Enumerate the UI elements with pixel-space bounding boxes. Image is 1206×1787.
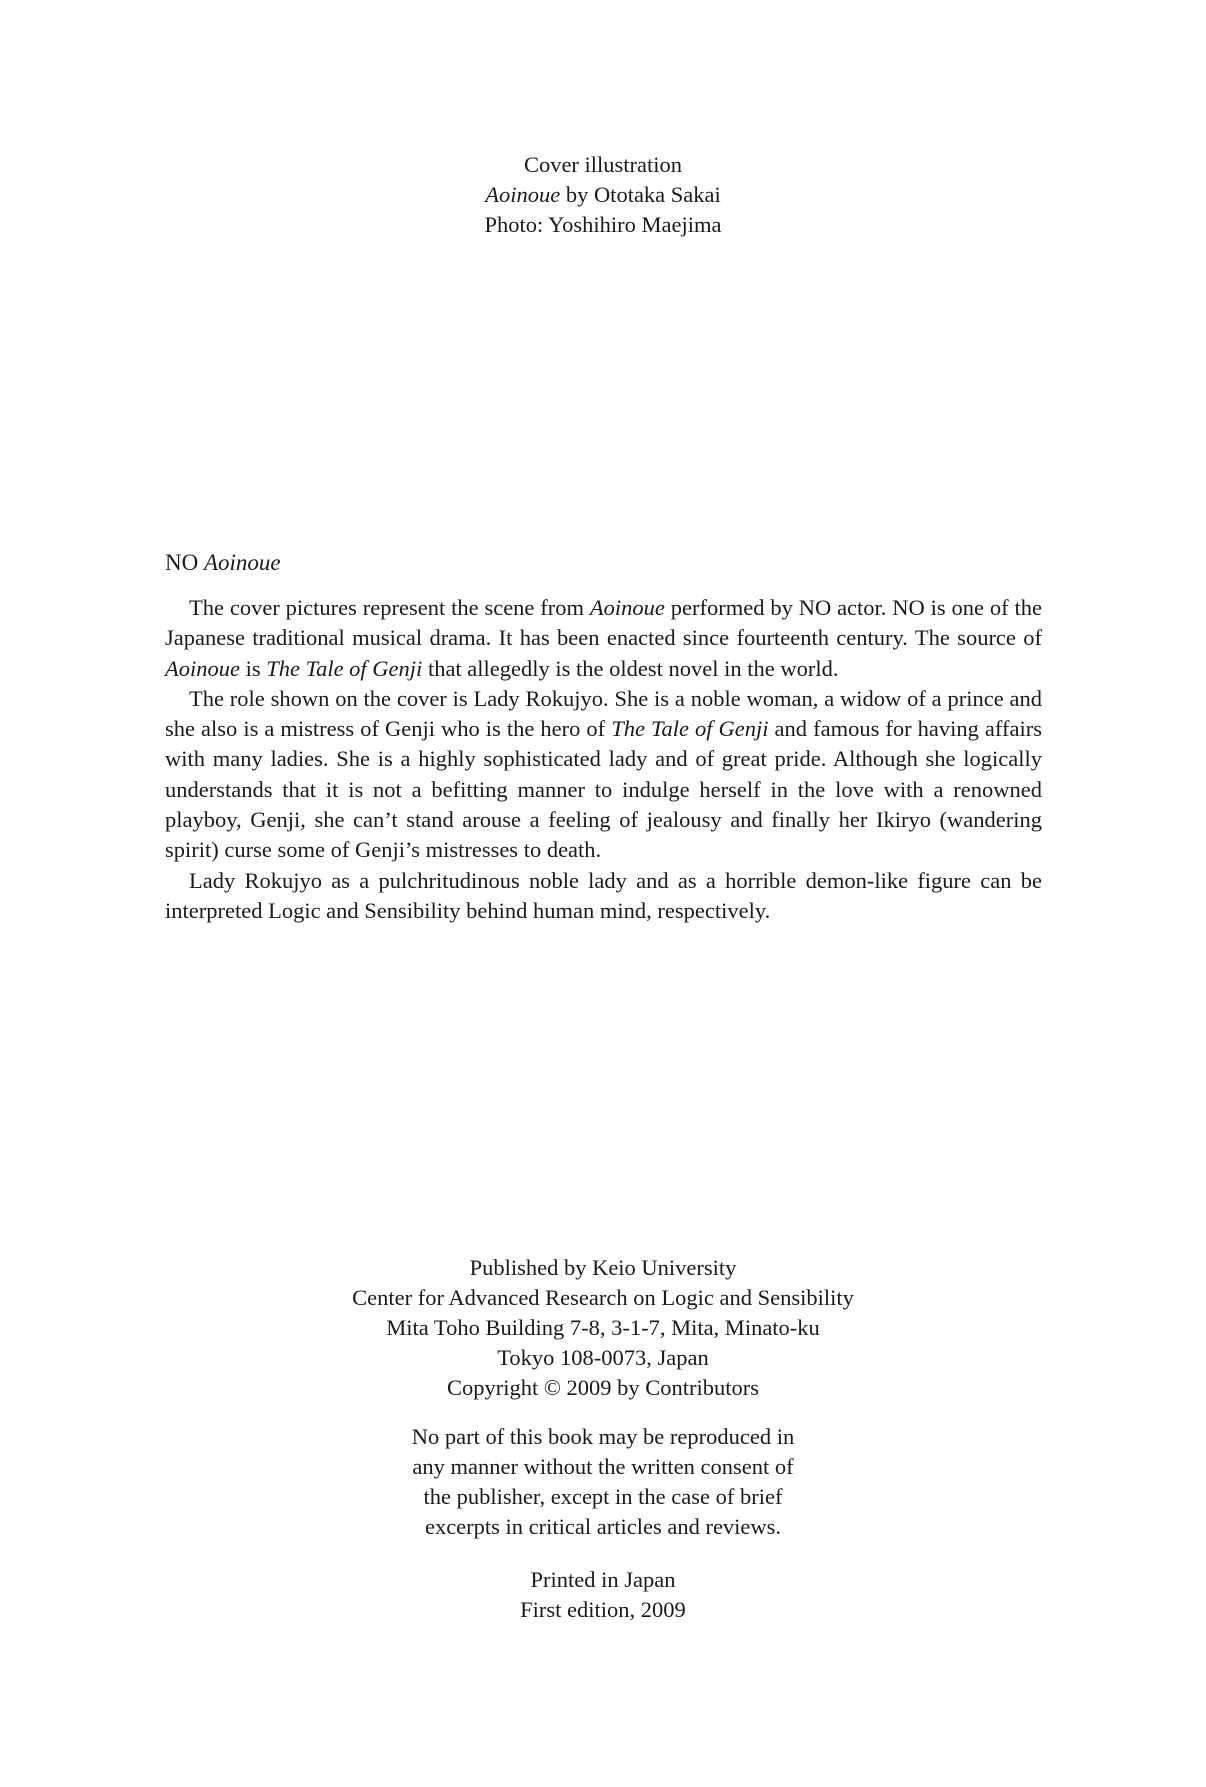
- printed-location: Printed in Japan: [530, 1567, 676, 1592]
- artwork-artist: by Ototaka Sakai: [560, 182, 721, 207]
- italic-title-run: The Tale of Genji: [611, 716, 769, 742]
- paragraph-3: [165, 866, 1042, 927]
- text-run: Lady Rokujyo as a pulchritudinous noble lady and as a horrible demon-like figure can be interpreted Logic and Sensibility behind human mind, respectively.: [165, 867, 1042, 923]
- cover-credits: [0, 150, 1206, 240]
- publisher-line: Published by Keio University: [469, 1255, 737, 1280]
- publisher-address: Mita Toho Building 7-8, 3-1-7, Mita, Minato-ku: [386, 1315, 820, 1340]
- printing-info: [0, 1565, 1206, 1625]
- text-run: The cover pictures represent the scene from: [189, 595, 590, 620]
- rights-line: the publisher, except in the case of brief: [423, 1484, 783, 1509]
- section-title-italic: Aoinoue: [203, 550, 281, 575]
- text-run: performed by NO actor. NO is one of the Japanese traditional musical drama. It has been enacted since fourteenth century. The source of: [165, 595, 1042, 651]
- italic-title-run: Aoinoue: [589, 595, 665, 620]
- rights-line: No part of this book may be reproduced in: [411, 1424, 795, 1449]
- copyright-line: Copyright © 2009 by Contributors: [446, 1375, 760, 1400]
- italic-title-run: Aoinoue: [165, 655, 240, 681]
- text-run: is: [239, 655, 267, 681]
- text-run: The role shown on the cover is Lady Rokujyo. She is a noble woman, a widow of a prince and she also is a mistress of Genji who is the hero of: [165, 685, 1042, 742]
- italic-title-run: The Tale of Genji: [266, 655, 423, 681]
- rights-notice: [0, 1422, 1206, 1542]
- rights-line: excerpts in critical articles and reviews.: [424, 1514, 782, 1539]
- publisher-center: Center for Advanced Research on Logic and Sensibility: [352, 1285, 854, 1310]
- edition-line: First edition, 2009: [520, 1597, 686, 1622]
- cover-artwork-credit: [0, 180, 1206, 210]
- no-aoinoue-section: [165, 548, 1042, 926]
- paragraph-1: [165, 593, 1042, 684]
- paragraph-2: [165, 684, 1042, 866]
- text-run: that allegedly is the oldest novel in the world.: [422, 655, 839, 681]
- photo-credit: Photo: Yoshihiro Maejima: [484, 212, 722, 237]
- rights-line: any manner without the written consent of: [412, 1454, 794, 1479]
- cover-illustration-label: Cover illustration: [523, 152, 683, 177]
- section-title: [165, 548, 1042, 578]
- publisher-info: [0, 1253, 1206, 1403]
- section-title-prefix: NO: [165, 550, 204, 575]
- artwork-title: Aoinoue: [485, 182, 561, 207]
- text-run: and famous for having affairs with many ladies. She is a highly sophisticated lady and of great pride. Although she logically understands that it is not a befitting manner to indulge herself in the love with a renowned playboy, Genji, she can’t stand arouse a feeling of jealousy and finally her Ikiryo (wandering spirit) curse some of Genji’s mistresses to death.: [165, 716, 1042, 863]
- publisher-city: Tokyo 108-0073, Japan: [497, 1345, 709, 1370]
